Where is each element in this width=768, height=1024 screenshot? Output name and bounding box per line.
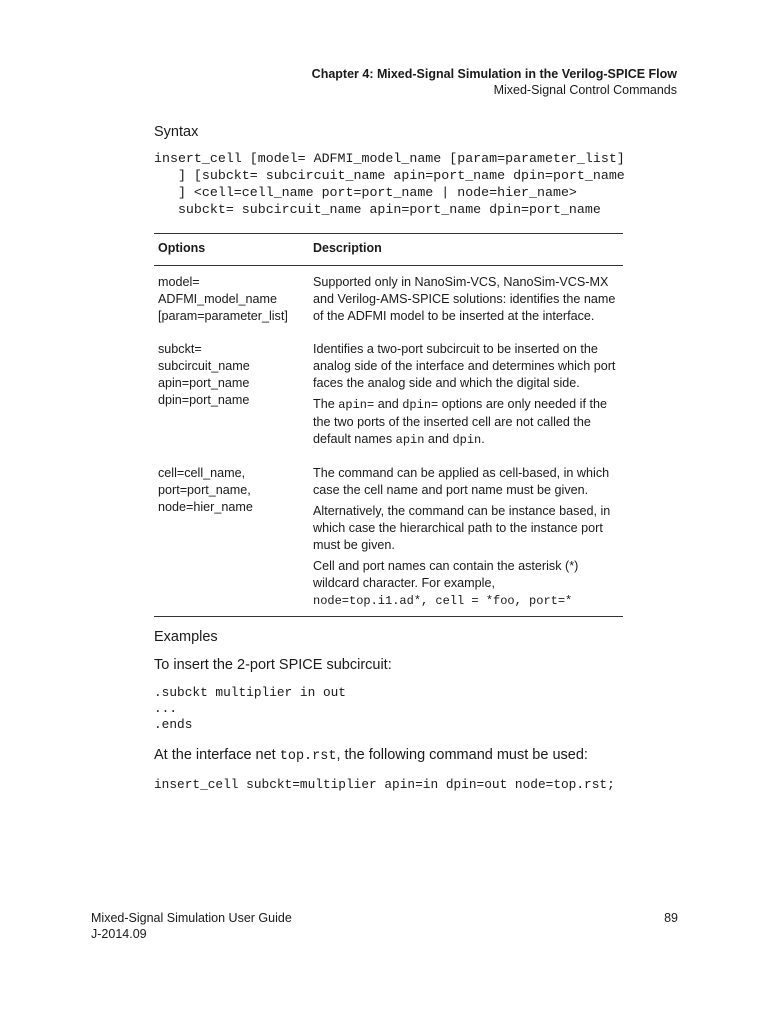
text-run: and [424, 432, 453, 446]
description-cell [309, 457, 623, 617]
option-line: model= [158, 275, 200, 289]
syntax-line: ] <cell=cell_name port=port_name | node=hier_name> [154, 185, 577, 200]
description-paragraph [313, 558, 619, 610]
main-content [154, 122, 676, 793]
option-cell [154, 266, 309, 334]
description-cell [309, 333, 623, 457]
description-paragraph: Supported only in NanoSim-VCS, NanoSim-VCS-MX and Verilog-AMS-SPICE solutions: identifies the name of the ADFMI model to be inserted at the interface. [313, 275, 616, 323]
description-paragraph: The command can be applied as cell-based, in which case the cell name and port name must be given. [313, 466, 610, 497]
guide-title: Mixed-Signal Simulation User Guide [91, 911, 292, 925]
table-row [154, 333, 623, 457]
usage-text [154, 745, 676, 767]
text-run: options are only needed if the the two ports of the inserted cell are not called the default names [313, 397, 607, 446]
guide-version: J-2014.09 [91, 927, 147, 941]
option-line: node=hier_name [158, 500, 253, 514]
inline-code: dpin= [402, 398, 439, 412]
option-line: ADFMI_model_name [158, 292, 277, 306]
section-title: Mixed-Signal Control Commands [493, 83, 677, 97]
option-line: apin=port_name [158, 376, 250, 390]
syntax-line: ] [subckt= subcircuit_name apin=port_name dpin=port_name [154, 168, 625, 183]
option-line: subckt= [158, 342, 202, 356]
syntax-heading: Syntax [154, 124, 199, 140]
subckt-code-block: .subckt multiplier in out ... .ends [154, 685, 346, 732]
inline-code: dpin [452, 433, 482, 447]
description-paragraph: Alternatively, the command can be instance based, in which case the hierarchical path to the instance port must be given. [313, 504, 611, 552]
table-row [154, 457, 623, 617]
inline-code: top.rst [279, 749, 337, 764]
description-paragraph: Identifies a two-port subcircuit to be inserted on the analog side of the interface and determines which port faces the analog side and which the digital side. [313, 342, 616, 390]
option-line: port=port_name, [158, 483, 251, 497]
column-header-description: Description [309, 234, 623, 266]
text-run: Cell and port names can contain the asterisk (*) wildcard character. For example, [313, 559, 579, 590]
option-cell [154, 457, 309, 617]
syntax-line: subckt= subcircuit_name apin=port_name dpin=port_name [154, 202, 601, 217]
page-footer [91, 910, 678, 942]
inline-code: apin= [338, 398, 375, 412]
description-cell [309, 266, 623, 334]
text-run: The [313, 397, 339, 411]
syntax-code-block [154, 150, 676, 218]
option-line: subcircuit_name [158, 359, 250, 373]
inline-code: node=top.i1.ad*, cell = *foo, port=* [313, 594, 573, 608]
text-run: . [481, 432, 485, 446]
inline-code: apin [395, 433, 425, 447]
table-header-row [154, 234, 623, 266]
text-run: and [374, 397, 403, 411]
options-table [154, 233, 623, 617]
column-header-options: Options [154, 234, 309, 266]
page-header [312, 66, 677, 98]
page-number: 89 [664, 911, 678, 925]
chapter-title: Chapter 4: Mixed-Signal Simulation in the Verilog-SPICE Flow [311, 67, 677, 81]
option-cell [154, 333, 309, 457]
option-line: [param=parameter_list] [158, 309, 288, 323]
examples-heading: Examples [154, 629, 218, 645]
examples-intro: To insert the 2-port SPICE subcircuit: [154, 657, 392, 673]
text-run: At the interface net [154, 747, 280, 763]
option-line: cell=cell_name, [158, 466, 246, 480]
insert-cell-code-block: insert_cell subckt=multiplier apin=in dpin=out node=top.rst; [154, 777, 615, 792]
table-row [154, 266, 623, 334]
description-paragraph [313, 396, 619, 449]
text-run: , the following command must be used: [336, 747, 588, 763]
option-line: dpin=port_name [158, 393, 250, 407]
syntax-line: insert_cell [model= ADFMI_model_name [param=parameter_list] [154, 151, 625, 166]
